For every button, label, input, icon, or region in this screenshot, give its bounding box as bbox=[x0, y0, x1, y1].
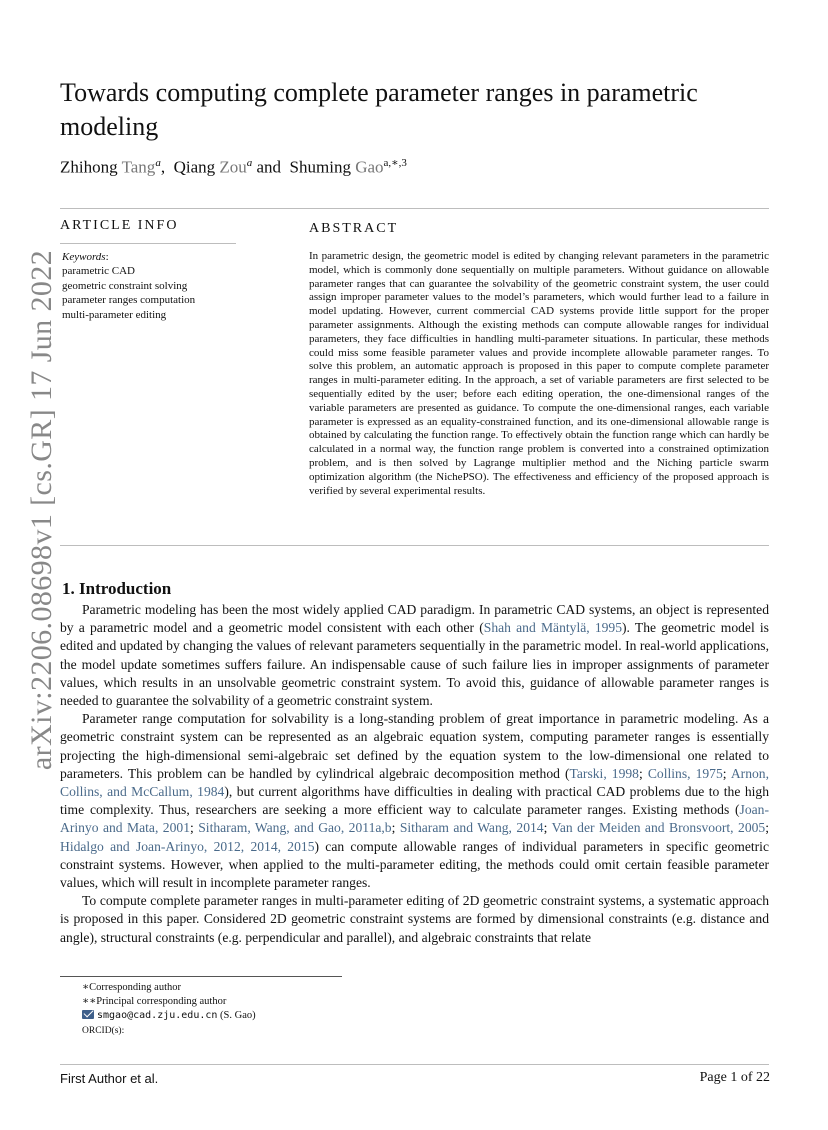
text-run: ). The geometric model is edited and updated by changing the values of relevant parameters sequentially in the parametric model. In real-world applications, the model update sometimes suffers failure. An indispensable cause of such failure lies in improper assignments of parameter values, which results in an unsolvable geometric constraint system. To avoid this, guidance of allowable parameter ranges is needed to guarantee the solvability of a geometric constraint system. bbox=[60, 620, 769, 709]
footnote-principal: ∗∗Principal corresponding author bbox=[82, 996, 227, 1008]
footer-author: First Author et al. bbox=[60, 1071, 159, 1086]
author-2-first: Qiang bbox=[173, 157, 216, 177]
author-3-last[interactable]: Gao bbox=[355, 157, 384, 177]
footnote-orcid: ORCID(s): bbox=[82, 1025, 125, 1036]
author-3-first: Shuming bbox=[289, 157, 351, 177]
keyword-item: multi-parameter editing bbox=[62, 308, 167, 321]
citation-link[interactable]: Collins, 1975 bbox=[647, 765, 723, 781]
paragraph bbox=[60, 710, 769, 892]
text-run: ; bbox=[391, 820, 400, 836]
footnote-divider bbox=[60, 976, 342, 977]
citation-link[interactable]: Hidalgo and Joan-Arinyo, 2012, 2014, 2015 bbox=[60, 838, 315, 854]
text-run: ; bbox=[765, 820, 769, 836]
citation-link[interactable]: Van der Meiden and Bronsvoort, 2005 bbox=[551, 820, 766, 836]
paragraph: To compute complete parameter ranges in multi-parameter editing of 2D geometric constraint systems, a systematic approach is proposed in this paper. Considered 2D geometric constraint systems are formed by dimensional constraints (e.g. distance and angle), structural constraints (e.g. perpendicular and parallel), and algebraic constraints that relate bbox=[60, 893, 769, 945]
author-line: Zhihong Tang$^a$, Qiang Zou$^a$ and Shuming Gao$^{a,∗,3}$ bbox=[60, 157, 407, 177]
abstract-divider bbox=[60, 545, 769, 546]
paragraph bbox=[60, 601, 769, 710]
author-1-first: Zhihong bbox=[60, 157, 118, 177]
text-run: ; bbox=[722, 765, 731, 781]
article-info-heading: ARTICLE INFO bbox=[60, 218, 179, 233]
citation-link[interactable]: Tarski, 1998 bbox=[569, 765, 639, 781]
keyword-item: geometric constraint solving bbox=[62, 279, 188, 292]
header-divider bbox=[60, 208, 769, 209]
citation-link[interactable]: Arnon, Collins, and McCallum, 1984 bbox=[60, 765, 769, 800]
footer-divider bbox=[60, 1064, 769, 1065]
page-number: Page 1 of 22 bbox=[699, 1070, 770, 1085]
text-run: Parametric modeling has been the most widely applied CAD paradigm. In parametric CAD systems, an object is represented by a parametric model and a geometric model consistent with each other ( bbox=[60, 602, 769, 636]
email-suffix: (S. Gao) bbox=[217, 1010, 256, 1022]
author-2-last[interactable]: Zou bbox=[219, 157, 247, 177]
text-run: ; bbox=[638, 765, 648, 781]
section-heading-introduction: 1. Introduction bbox=[62, 579, 172, 598]
text-run: ; bbox=[543, 820, 552, 836]
author-3-affil: a,∗,3 bbox=[383, 157, 407, 169]
introduction-body bbox=[60, 601, 769, 947]
text-run: ), but current algorithms have difficulties in dealing with practical CAD problems due to the high time complexity. Thus, researchers are seeking a more efficient way to calculate parameter ranges. Existing methods ( bbox=[60, 784, 769, 818]
arxiv-id: arXiv:2206.08698v1 [cs.GR] 17 Jun 2022 bbox=[25, 249, 58, 771]
author-1-affil: a bbox=[155, 157, 161, 169]
citation-link[interactable]: Sitharam, Wang, and Gao, 2011a,b bbox=[198, 820, 392, 836]
paper-title: Towards computing complete parameter ranges in parametric modeling bbox=[60, 78, 698, 141]
text-run: ) can compute allowable ranges of individual parameters in specific geometric constraint systems. However, when applied to the multi-parameter editing, the methods could omit certain feasible parameter values, which will result in incomplete parameter ranges. bbox=[60, 838, 769, 891]
keyword-item: parameter ranges computation bbox=[62, 294, 196, 307]
footnote-email-line bbox=[82, 1009, 256, 1023]
arxiv-sidebar bbox=[18, 245, 66, 775]
envelope-icon bbox=[82, 1010, 94, 1019]
citation-link[interactable]: Shah and Mäntylä, 1995 bbox=[483, 620, 623, 636]
citation-link[interactable]: Joan-Arinyo and Mata, 2001 bbox=[60, 802, 769, 836]
footnote-corresponding: ∗Corresponding author bbox=[82, 982, 181, 993]
keywords-block: Keywords: parametric CAD geometric constraint solving parameter ranges computation multi-parameter editing bbox=[62, 250, 292, 322]
footnotes bbox=[82, 981, 256, 1038]
citation-link[interactable]: Sitharam and Wang, 2014 bbox=[399, 820, 544, 836]
email-link[interactable]: smgao@cad.zju.edu.cn bbox=[97, 1010, 218, 1022]
abstract-heading: ABSTRACT bbox=[309, 221, 399, 236]
text-run: Parameter range computation for solvability is a long-standing problem of great importance in parametric modeling. As a geometric constraint system can be represented as an algebraic equation system, computing parameter ranges is essentially projecting the high-dimensional semi-algebraic set defined by the equation system to the low-dimensional one related to parameters. This problem can be handled by cylindrical algebraic decomposition method ( bbox=[60, 711, 769, 781]
article-info-divider bbox=[60, 243, 236, 244]
keywords-label: Keywords bbox=[62, 251, 106, 263]
text-run: ; bbox=[190, 820, 199, 836]
keyword-item: parametric CAD bbox=[62, 265, 135, 278]
author-and: and bbox=[256, 157, 282, 177]
abstract-text: In parametric design, the geometric model is edited by changing relevant parameters in the parametric model, which is commonly done sequentially on multiple parameters. Without guidance on allowable parameter ranges that can guarantee the solvability of the geometric constraint system, the user could assign improper parameter values to the model’s parameters, which would further lead to a failure in model updating. However, current commercial CAD systems provide little support for the proper parameter assignments. Although the existing methods can compute allowable ranges for individual parameters, they face difficulties in handling multi-parameter situations. In particular, these methods could miss some feasible parameter values and provide incomplete allowable parameter ranges. To solve this problem, an automatic approach is proposed in this paper to compute complete parameter ranges in multi-parameter editing. In the approach, a set of variable parameters are first selected to be sequentially edited by the user; before each editing operation, the one-dimensional ranges of the variable parameters are presented as guidance. To compute the one-dimensional ranges, each variable parameter is expressed as an equality-constrained function, and its one-dimensional allowable range is obtained by calculating the function range. To effectively obtain the function range which can hardly be calculated in a normal way, the function range problem is converted into a constrained optimization problem, and is then solved by Lagrange multiplier method and the Niching particle swarm optimization algorithm (the NichePSO). The effectiveness and efficiency of the proposed approach is verified by several experimental results. bbox=[309, 250, 769, 497]
author-2-affil: a bbox=[246, 157, 253, 169]
author-1-last[interactable]: Tang bbox=[121, 157, 156, 177]
